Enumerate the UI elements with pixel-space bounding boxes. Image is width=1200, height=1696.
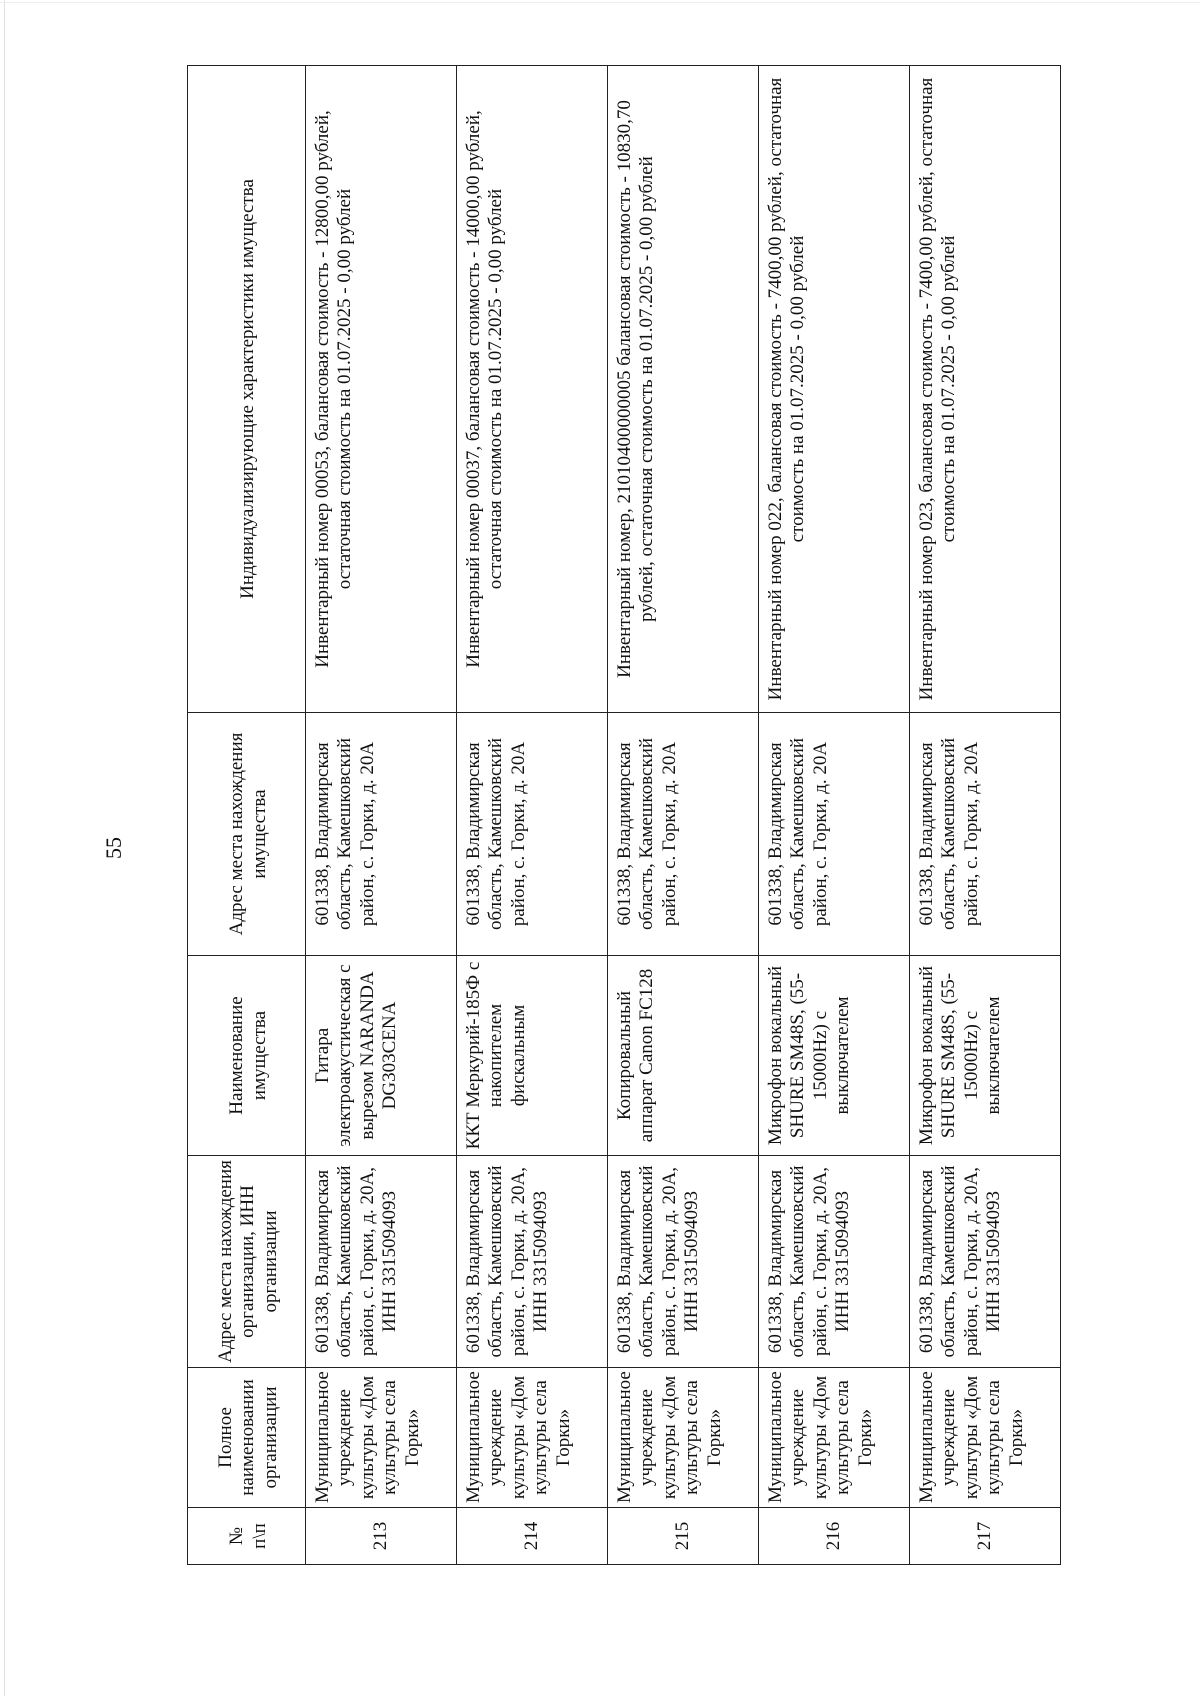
row-num: 214 [457,1508,608,1565]
scan-edge-left [4,0,5,1696]
row-org-address: 601338, Владимирская область, Камешковский район, с. Горки, д. 20А, ИНН 3315094093 [759,1156,910,1368]
header-item-address: Адрес места нахождения имущества [188,713,306,956]
row-item-name: Микрофон вокальный SHURE SM48S, (55-15000Hz) с выключателем [910,956,1061,1156]
row-item-address: 601338, Владимирская область, Камешковский район, с. Горки, д. 20А [306,713,457,956]
row-num: 217 [910,1508,1061,1565]
registry-table-rotated [187,66,1061,1565]
header-item-name: Наименование имущества [188,956,306,1156]
row-item-address: 601338, Владимирская область, Камешковский район, с. Горки, д. 20А [910,713,1061,956]
table-row [759,66,910,1565]
row-item-specs: Инвентарный номер, 21010400000005 балансовая стоимость - 10830,70 рублей, остаточная стоимость на 01.07.2025 - 0,00 рублей [608,66,759,713]
row-item-address: 601338, Владимирская область, Камешковский район, с. Горки, д. 20А [608,713,759,956]
row-item-specs: Инвентарный номер 022, балансовая стоимость - 7400,00 рублей, остаточная стоимость на 01.07.2025 - 0,00 рублей [759,66,910,713]
table-row [910,66,1061,1565]
row-org-name: Муниципальное учреждение культуры «Дом культуры села Горки» [608,1368,759,1508]
header-org-address: Адрес места нахождения организации, ИНН организации [188,1156,306,1368]
row-org-name: Муниципальное учреждение культуры «Дом культуры села Горки» [759,1368,910,1508]
row-item-name: Гитара электроакустическая с вырезом NARANDA DG303CENA [306,956,457,1156]
table-header-row [188,66,306,1565]
row-item-specs: Инвентарный номер 00053, балансовая стоимость - 12800,00 рублей, остаточная стоимость на 01.07.2025 - 0,00 рублей [306,66,457,713]
property-registry-table [187,65,1061,1565]
header-item-specs: Индивидуализирующие характеристики имущества [188,66,306,713]
row-item-specs: Инвентарный номер 00037, балансовая стоимость - 14000,00 рублей, остаточная стоимость на 01.07.2025 - 0,00 рублей [457,66,608,713]
row-item-name: Микрофон вокальный SHURE SM48S, (55-15000Hz) с выключателем [759,956,910,1156]
row-item-address: 601338, Владимирская область, Камешковский район, с. Горки, д. 20А [759,713,910,956]
header-org-name: Полное наименовании организации [188,1368,306,1508]
row-org-name: Муниципальное учреждение культуры «Дом культуры села Горки» [306,1368,457,1508]
row-org-name: Муниципальное учреждение культуры «Дом культуры села Горки» [910,1368,1061,1508]
scan-edge-top [0,2,1200,3]
row-org-address: 601338, Владимирская область, Камешковский район, с. Горки, д. 20А, ИНН 3315094093 [608,1156,759,1368]
row-org-name: Муниципальное учреждение культуры «Дом культуры села Горки» [457,1368,608,1508]
row-org-address: 601338, Владимирская область, Камешковский район, с. Горки, д. 20А, ИНН 3315094093 [306,1156,457,1368]
header-num: № п\п [188,1508,306,1565]
row-num: 215 [608,1508,759,1565]
registry-table-container [187,66,1061,1565]
table-row [457,66,608,1565]
row-item-name: Копировальный аппарат Canon FC128 [608,956,759,1156]
row-num: 213 [306,1508,457,1565]
row-item-name: ККТ Меркурий-185Ф с накопителем фискальным [457,956,608,1156]
row-item-address: 601338, Владимирская область, Камешковский район, с. Горки, д. 20А [457,713,608,956]
row-org-address: 601338, Владимирская область, Камешковский район, с. Горки, д. 20А, ИНН 3315094093 [910,1156,1061,1368]
page-number: 55 [101,837,126,859]
row-item-specs: Инвентарный номер 023, балансовая стоимость - 7400,00 рублей, остаточная стоимость на 01.07.2025 - 0,00 рублей [910,66,1061,713]
row-num: 216 [759,1508,910,1565]
table-row [306,66,457,1565]
table-row [608,66,759,1565]
row-org-address: 601338, Владимирская область, Камешковский район, с. Горки, д. 20А, ИНН 3315094093 [457,1156,608,1368]
